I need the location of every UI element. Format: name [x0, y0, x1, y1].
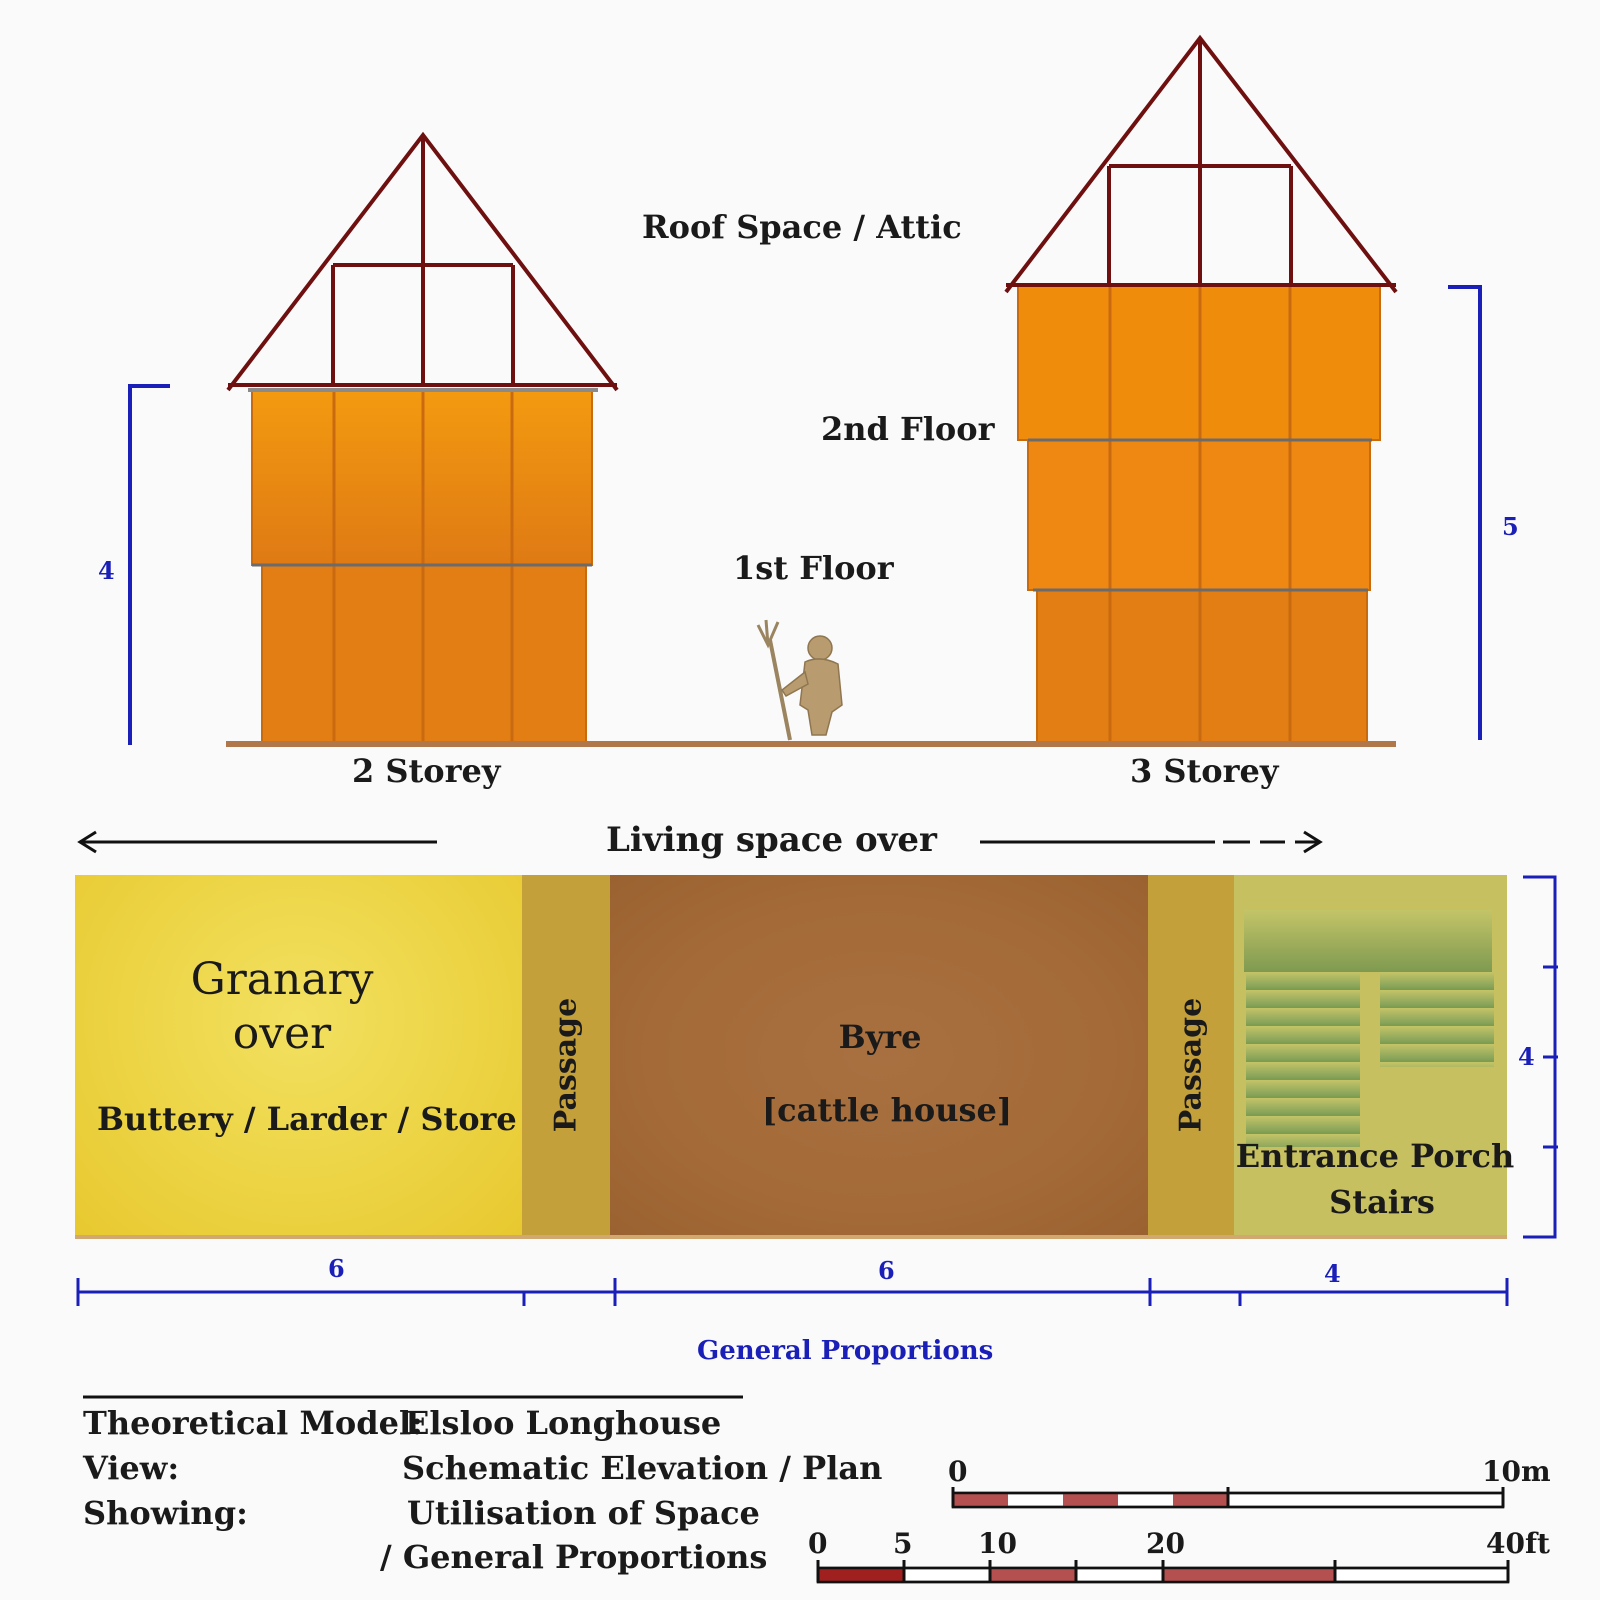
buttery-label: Buttery / Larder / Store [97, 1100, 517, 1138]
scale-m-end: 10m [1482, 1455, 1551, 1488]
right-height-dimension [1448, 287, 1480, 740]
left-building [228, 135, 617, 745]
left-building-caption: 2 Storey [352, 752, 501, 790]
stairs-label: Stairs [1329, 1183, 1435, 1221]
right-bottom-storey [1037, 590, 1367, 745]
scale-m-zero: 0 [948, 1455, 968, 1488]
passage-zone-2 [1148, 875, 1234, 1235]
ground-line [226, 741, 1396, 747]
info-row1-key: Theoretical Model: [83, 1404, 423, 1442]
scale-ft-40: 40ft [1486, 1527, 1550, 1560]
cattle-house-label: [cattle house] [762, 1091, 1012, 1129]
granary-line1: Granary [190, 954, 374, 1005]
passage-label-1: Passage [548, 997, 584, 1133]
scale-ft-0: 0 [808, 1527, 828, 1560]
plan-width-value: 4 [1518, 1042, 1535, 1071]
second-floor-label: 2nd Floor [821, 410, 995, 448]
stairs-flight-right [1380, 972, 1494, 1067]
info-row3-value: Utilisation of Space [407, 1494, 760, 1532]
granary-title [191, 953, 374, 1061]
metric-scale-bar [953, 1487, 1503, 1507]
granary-line2: over [232, 1008, 332, 1059]
entrance-porch-zone [1234, 875, 1515, 1235]
dim-porch-value: 4 [1324, 1259, 1341, 1288]
scale-ft-5: 5 [893, 1527, 913, 1560]
plan-base-line [75, 1235, 1507, 1239]
byre-zone [610, 875, 1148, 1235]
info-row2-key: View: [83, 1449, 180, 1487]
granary-zone [75, 875, 522, 1235]
passage-zone-1 [522, 875, 610, 1235]
dim-byre-value: 6 [878, 1256, 895, 1285]
info-row3-key: Showing: [83, 1494, 248, 1532]
right-roof-truss [1006, 38, 1396, 292]
left-height-dimension [130, 386, 170, 745]
right-building-caption: 3 Storey [1130, 752, 1279, 790]
plan-length-dimension [78, 1278, 1507, 1306]
info-row4-value: / General Proportions [380, 1538, 768, 1576]
farmer-with-pitchfork-icon [758, 620, 842, 740]
left-roof-truss [228, 135, 617, 390]
scale-ft-20: 20 [1146, 1527, 1185, 1560]
left-height-value: 4 [98, 556, 115, 585]
proportions-title: General Proportions [697, 1336, 994, 1366]
info-row1-value: Elsloo Longhouse [405, 1404, 722, 1442]
living-space-label: Living space over [606, 820, 937, 860]
dim-granary-value: 6 [328, 1254, 345, 1283]
imperial-scale-bar [818, 1560, 1508, 1582]
info-row2-value: Schematic Elevation / Plan [402, 1449, 883, 1487]
passage-label-2: Passage [1173, 997, 1209, 1133]
byre-label: Byre [838, 1018, 922, 1056]
entrance-porch-label: Entrance Porch [1235, 1137, 1515, 1175]
right-height-value: 5 [1502, 512, 1519, 541]
scale-ft-10: 10 [978, 1527, 1017, 1560]
stairs-landing [1244, 910, 1492, 972]
stairs-flight-left [1246, 972, 1360, 1147]
right-building [1006, 38, 1396, 745]
roof-space-label: Roof Space / Attic [642, 208, 962, 246]
first-floor-label: 1st Floor [733, 549, 894, 587]
